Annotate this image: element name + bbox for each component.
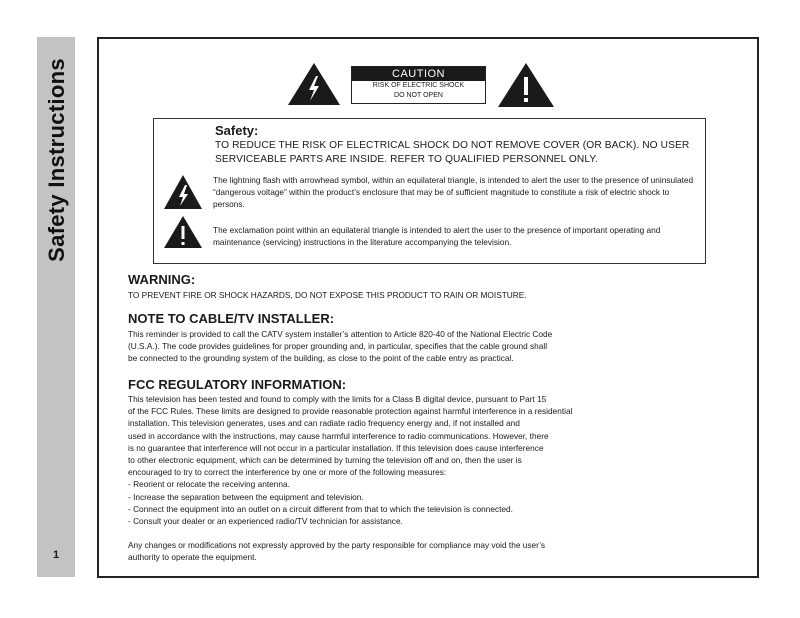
- cable-installer-text: [128, 328, 728, 365]
- warning-text: [128, 289, 728, 301]
- caution-line-1: RISK OF ELECTRIC SHOCK: [372, 82, 465, 89]
- list-item: - Connect the equipment into an outlet on a circuit different from that to which the television is connected.: [128, 503, 513, 514]
- exclamation-symbol-explanation: The exclamation point within an equilateral triangle is intended to alert the user to the presence of important operating and maintenance (servicing) instructions in the literature accompanying the television.: [213, 225, 661, 247]
- text-line: installation. This television generates, uses and can radiate radio frequency energy and, if not installed and: [128, 418, 520, 429]
- exclamation-triangle-icon: [497, 62, 555, 108]
- list-item: - Consult your dealer or an experienced radio/TV technician for assistance.: [128, 516, 403, 527]
- fcc-closing-text: [128, 539, 728, 563]
- text-line: This television has been tested and found to comply with the limits for a Class B digital device, pursuant to Part 15: [128, 394, 547, 404]
- caution-label: [351, 66, 486, 104]
- text-line: be connected to the grounding system of the building, as close to the point of the cable entry as practical.: [128, 353, 514, 364]
- page-number: 1: [52, 549, 60, 561]
- text-line: This reminder is provided to call the CATV system installer’s attention to Article 820-40 of the National Electric Code: [128, 329, 553, 339]
- list-item: - Reorient or relocate the receiving antenna.: [128, 479, 290, 490]
- text-line: Any changes or modifications not expressly approved by the party responsible for compliance may void the user’s: [128, 540, 546, 550]
- warning-heading: WARNING:: [128, 272, 196, 287]
- text-line: (U.S.A.). The code provides guidelines for proper grounding and, in particular, specifies that the cable ground shall: [128, 341, 548, 352]
- exclamation-triangle-icon: [163, 215, 203, 249]
- warning-line: TO PREVENT FIRE OR SHOCK HAZARDS, DO NOT EXPOSE THIS PRODUCT TO RAIN OR MOISTURE.: [128, 290, 527, 300]
- fcc-text: [128, 393, 728, 527]
- lightning-triangle-icon: [287, 62, 341, 106]
- caution-line-2: DO NOT OPEN: [394, 92, 443, 99]
- sidebar-title: Safety Instructions: [44, 58, 69, 262]
- cable-installer-heading: NOTE TO CABLE/TV INSTALLER:: [128, 311, 335, 326]
- text-line: authority to operate the equipment.: [128, 552, 257, 563]
- text-line: to other electronic equipment, which can be determined by turning the television off and on, then the user is: [128, 455, 522, 466]
- text-line: of the FCC Rules. These limits are designed to provide reasonable protection against harmful interference in a residential: [128, 406, 573, 417]
- list-item: - Increase the separation between the equipment and television.: [128, 491, 364, 502]
- text-line: encouraged to try to correct the interference by one or more of the following measures:: [128, 467, 447, 478]
- lightning-triangle-icon: [163, 174, 203, 210]
- safety-statement: TO REDUCE THE RISK OF ELECTRICAL SHOCK DO NOT REMOVE COVER (OR BACK). NO USER SERVICEABLE PARTS ARE INSIDE. REFER TO QUALIFIED PERSONNEL ONLY.: [215, 140, 690, 165]
- text-line: is no guarantee that interference will not occur in a particular installation. If this television does cause interference: [128, 442, 544, 453]
- text-line: used in accordance with the instructions, may cause harmful interference to radio communications. However, there: [128, 430, 549, 441]
- lightning-symbol-explanation: The lightning flash with arrowhead symbol, within an equilateral triangle, is intended to alert the user to the presence of uninsulated “dangerous voltage” within the product’s enclosure that may be of sufficient magnitude to constitute a risk of electric shock to persons.: [213, 175, 694, 209]
- caution-title: CAUTION: [352, 67, 485, 81]
- fcc-heading: FCC REGULATORY INFORMATION:: [128, 377, 347, 392]
- safety-heading: Safety:: [215, 123, 259, 138]
